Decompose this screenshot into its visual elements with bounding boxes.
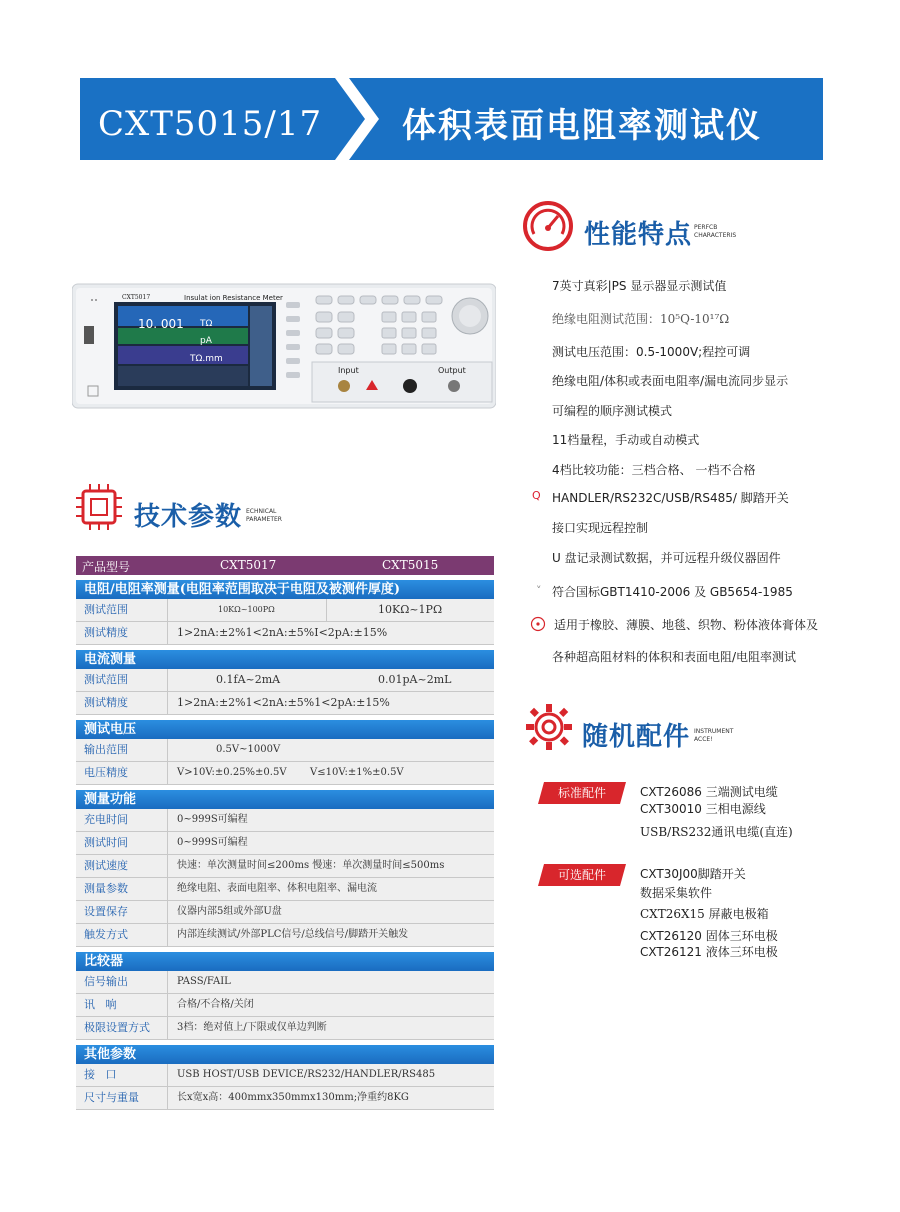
table-row: 充电时间 0~999S可编程 [76, 809, 494, 832]
accessories-title: 随机配件 [582, 722, 691, 752]
table-row: 极限设置方式 3档：绝对值上/下限或仅单边判断 [76, 1017, 494, 1040]
group-resistance: 电阻/电阻率测量(电阻率范围取决于电阻及被测件厚度) [76, 580, 494, 599]
spec-header: 产品型号 CXT5017 CXT5015 [76, 556, 494, 575]
table-row: 测试精度 1>2nA:±2%1<2nA:±5%I<2pA:±15% [76, 622, 494, 645]
feature-line: 绝缘电阻测试范围：10⁵Q-10¹⁷Ω [552, 312, 730, 326]
table-row: 讯 响 合格/不合格/关闭 [76, 994, 494, 1017]
table-row: 电压精度 V>10V:±0.25%±0.5V V≤10V:±1%±0.5V [76, 762, 494, 785]
speedometer-icon [522, 200, 574, 256]
device-unit-resistivity: TΩ.mm [190, 354, 223, 364]
group-voltage: 测试电压 [76, 720, 494, 739]
table-row: 测量参数 绝缘电阻、表面电阻率、体积电阻率、漏电流 [76, 878, 494, 901]
device-panel-title: Insulat ion Resistance Meter [184, 294, 283, 302]
table-row: 接 口 USB HOST/USB DEVICE/RS232/HANDLER/RS485 [76, 1064, 494, 1087]
chip-icon [74, 483, 124, 535]
table-row: 设置保存 仪器内部5组或外部U盘 [76, 901, 494, 924]
feature-line: 测试电压范围：0.5-1000V;程控可调 [552, 345, 751, 359]
gear-icon [524, 702, 574, 756]
input-label: Input [338, 366, 359, 375]
accessory-item: CXT30010 三相电源线 [640, 802, 766, 816]
device-unit-current: pA [200, 336, 212, 346]
accessory-item: CXT26121 液体三环电极 [640, 945, 778, 959]
group-comparator: 比较器 [76, 952, 494, 971]
bullet-q: Q [532, 489, 541, 502]
spec-table [76, 556, 494, 1110]
bullet-check: ˅ [536, 584, 542, 597]
feature-line: HANDLER/RS232C/USB/RS485/ 脚踏开关 [552, 491, 789, 505]
feature-line: 绝缘电阻/体积或表面电阻率/漏电流同步显示 [552, 374, 789, 388]
feature-line: 各种超高阻材料的体积和表面电阻/电阻率测试 [552, 650, 797, 664]
feature-line: 符合国标GBT1410-2006 及 GB5654-1985 [552, 585, 793, 599]
chevron-divider-icon [335, 78, 395, 160]
accessory-item: USB/RS232通讯电缆(直连) [640, 825, 793, 839]
tech-subtitle: ECHNICAL PARAMETER [246, 508, 282, 523]
table-row: 测试时间 0~999S可编程 [76, 832, 494, 855]
accessory-item: CXT26086 三端测试电缆 [640, 785, 778, 799]
device-reading: 10. 001 [138, 317, 184, 331]
target-bullet-icon [530, 616, 546, 636]
output-label: Output [438, 366, 466, 375]
accessory-item: CXT30J00脚踏开关 [640, 867, 746, 881]
accessories-subtitle: INSTRUMENT ACCE! [694, 728, 734, 743]
product-title: 体积表面电阻率测试仪 [402, 106, 762, 146]
accessory-item: CXT26X15 屏蔽电极箱 [640, 907, 769, 921]
table-row: 测试范围 0.1fA~2mA 0.01pA~2mL [76, 669, 494, 692]
feature-line: U 盘记录测试数据，并可远程升级仪器固件 [552, 551, 781, 565]
feature-line: 可编程的顺序测试模式 [552, 404, 673, 418]
table-row: 信号输出 PASS/FAIL [76, 971, 494, 994]
group-measurement: 测量功能 [76, 790, 494, 809]
accessory-item: CXT26120 固体三环电极 [640, 929, 778, 943]
device-unit: TΩ [200, 319, 213, 329]
optional-accessories-tag: 可选配件 [538, 864, 626, 886]
table-row: 触发方式 内部连续测试/外部PLC信号/总线信号/脚踏开关触发 [76, 924, 494, 947]
table-row: 尺寸与重量 长x宽x高：400mmx350mmx130mm;净重约8KG [76, 1087, 494, 1110]
feature-line: 接口实现远程控制 [552, 521, 649, 535]
table-row: 测试精度 1>2nA:±2%1<2nA:±5%1<2pA:±15% [76, 692, 494, 715]
device-brand: CXT5017 [122, 294, 151, 301]
group-other: 其他参数 [76, 1045, 494, 1064]
feature-line: 4档比较功能：三档合格、 一档不合格 [552, 463, 756, 477]
group-current: 电流测量 [76, 650, 494, 669]
features-subtitle: PERFCB CHARACTERIS [694, 224, 737, 239]
table-row: 输出范围 0.5V~1000V [76, 739, 494, 762]
model-number: CXT5015/17 [98, 104, 323, 144]
feature-line: 11档量程，手动或自动模式 [552, 433, 700, 447]
accessory-item: 数据采集软件 [640, 886, 713, 900]
table-row: 测试范围 10KΩ~100PΩ 10KΩ~1PΩ [76, 599, 494, 622]
instrument-photo [72, 282, 496, 410]
features-title: 性能特点 [584, 220, 693, 250]
tech-title: 技术参数 [134, 502, 243, 532]
feature-line: 7英寸真彩|PS 显示器显示测试值 [552, 279, 727, 293]
table-row: 测试速度 快速：单次测量时间≤200ms 慢速：单次测量时间≤500ms [76, 855, 494, 878]
feature-line: 适用于橡胶、薄膜、地毯、织物、粉体液体膏体及 [554, 618, 819, 632]
standard-accessories-tag: 标准配件 [538, 782, 626, 804]
header-banner [80, 78, 823, 160]
